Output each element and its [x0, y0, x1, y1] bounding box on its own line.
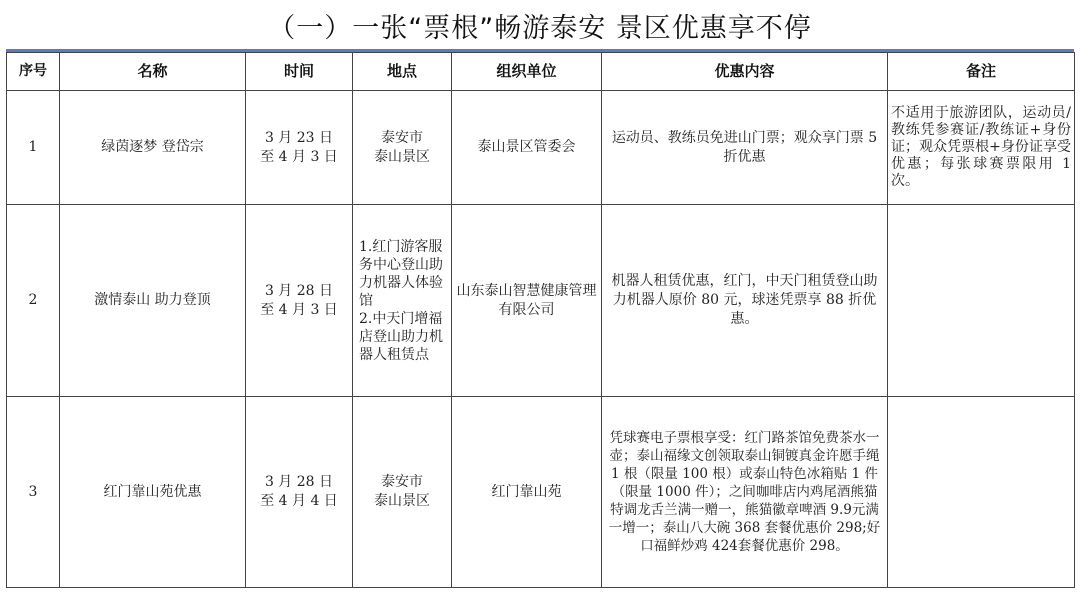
row-offer: 凭球赛电子票根享受：红门路茶馆免费茶水一壶；泰山福缘文创领取泰山铜镀真金许愿手绳 1 根（限量 100 根）或泰山特色冰箱贴 1 件（限量 1000 件）；之间咖啡店内鸡尾酒熊猫特调龙舌兰满一赠一，熊猫徽章啤酒 9.9元满一增一；泰山八大碗 368 套餐优惠价 298;好口福鲜炒鸡 424套餐优惠价 298。 — [602, 397, 888, 588]
header-organizer: 组织单位 — [452, 53, 602, 91]
row-index: 3 — [7, 397, 60, 588]
row-location: 泰安市 泰山景区 — [353, 91, 452, 205]
row-name: 绿茵逐梦 登岱宗 — [60, 91, 246, 205]
table-row — [7, 397, 1075, 588]
row-index: 2 — [7, 205, 60, 397]
row-location: 泰安市 泰山景区 — [353, 397, 452, 588]
row-remarks — [888, 205, 1075, 397]
row-time: 3 月 28 日 至 4 月 4 日 — [246, 397, 353, 588]
table-row — [7, 205, 1075, 397]
row-offer: 运动员、教练员免进山门票；观众享门票 5 折优惠 — [602, 91, 888, 205]
row-offer: 机器人租赁优惠，红门，中天门租赁登山助力机器人原价 80 元，球迷凭票享 88 折优惠。 — [602, 205, 888, 397]
row-organizer: 山东泰山智慧健康管理有限公司 — [452, 205, 602, 397]
row-location: 1.红门游客服务中心登山助力机器人体验馆 2.中天门增福店登山助力机器人租赁点 — [353, 205, 452, 397]
table-header-row — [7, 53, 1075, 91]
row-name: 红门靠山苑优惠 — [60, 397, 246, 588]
row-name: 激情泰山 助力登顶 — [60, 205, 246, 397]
page-title: （一）一张“票根”畅游泰安 景区优惠享不停 — [268, 12, 812, 44]
header-time: 时间 — [246, 53, 353, 91]
header-location: 地点 — [353, 53, 452, 91]
row-index: 1 — [7, 91, 60, 205]
header-offer: 优惠内容 — [602, 53, 888, 91]
row-remarks — [888, 397, 1075, 588]
header-remarks: 备注 — [888, 53, 1075, 91]
row-remarks: 不适用于旅游团队，运动员/教练凭参赛证/教练证+身份证；观众凭票根+身份证享受优惠；每张球赛票限用 1 次。 — [888, 91, 1075, 205]
header-name: 名称 — [60, 53, 246, 91]
row-organizer: 泰山景区管委会 — [452, 91, 602, 205]
header-index: 序号 — [7, 53, 60, 91]
row-time: 3 月 28 日 至 4 月 3 日 — [246, 205, 353, 397]
row-time: 3 月 23 日 至 4 月 3 日 — [246, 91, 353, 205]
row-organizer: 红门靠山苑 — [452, 397, 602, 588]
table-row — [7, 91, 1075, 205]
promotion-table — [6, 52, 1075, 588]
